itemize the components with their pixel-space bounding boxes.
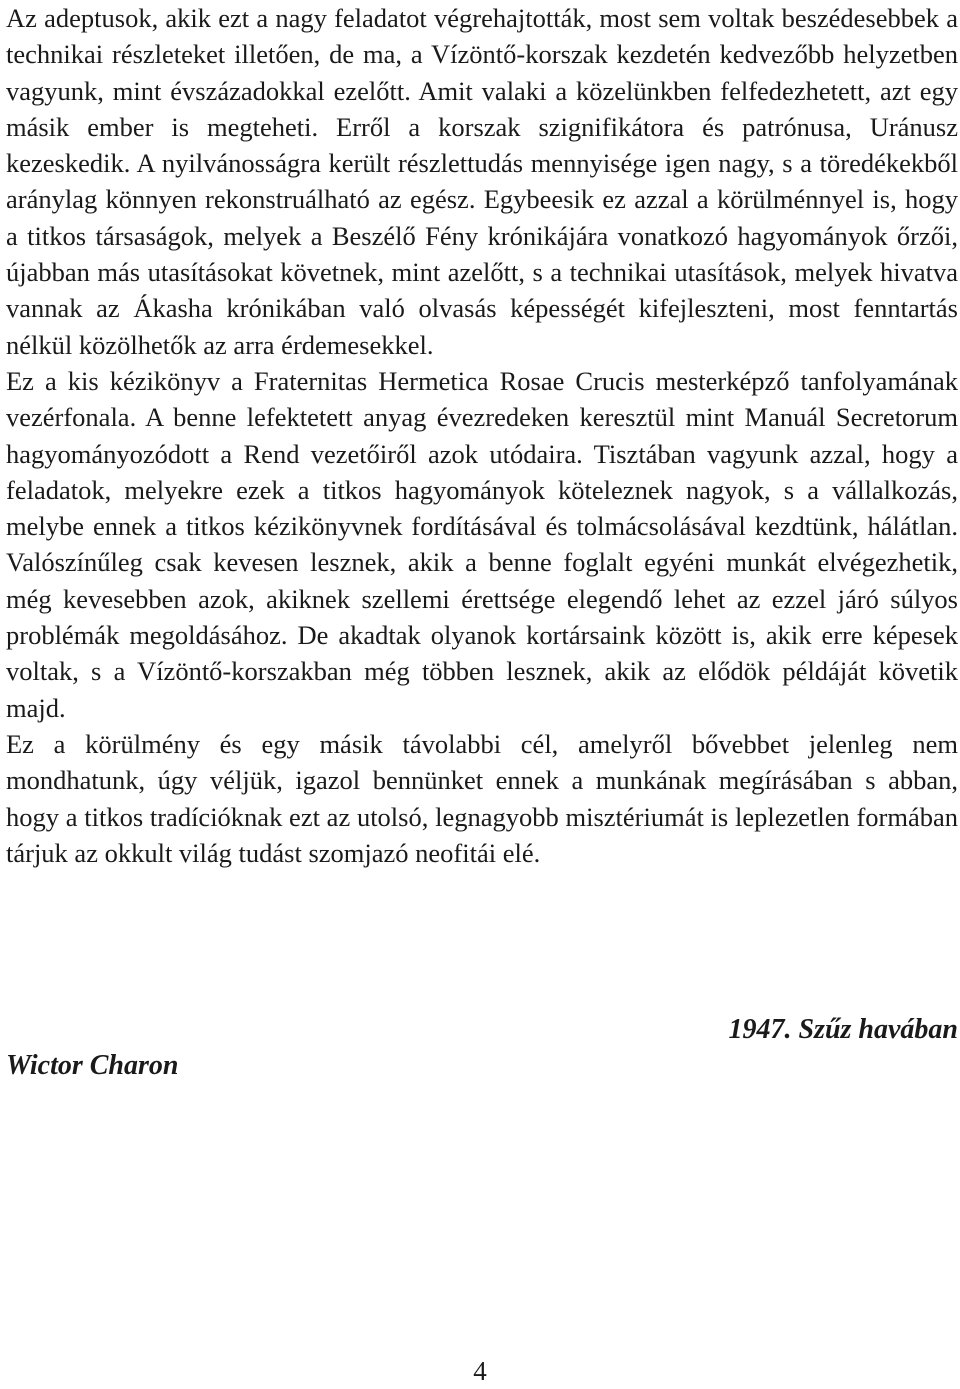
paragraph-1: Az adeptusok, akik ezt a nagy feladatot végrehajtották, most sem voltak beszédesebbek a technikai részleteket illetően, de ma, a Vízöntő-korszak kezdetén kedvezőbb helyzetben vagyunk, mint évszázadokkal ezelőtt. Amit valaki a közelünkben felfedezhetett, azt egy másik ember is megteheti. Erről a korszak szignifikátora és patrónusa, Uránusz kezeskedik. A nyilvánosságra került részlettudás mennyisége igen nagy, s a töredékekből aránylag könnyen rekonstruálható az egész. Egybeesik ez azzal a körülménnyel is, hogy a titkos társaságok, melyek a Beszélő Fény krónikájára vonatkozó hagyományok őrzői, újabban más utasításokat követnek, mint azelőtt, s a technikai utasítások, melyek hivatva vannak az Ákasha krónikában való olvasás képességét kifejleszteni, most fenntartás nélkül közölhetők az arra érdemesekkel. — [6, 3, 958, 360]
author-signature: Wictor Charon — [6, 1050, 179, 1081]
document-page — [6, 0, 958, 1081]
paragraph-2: Ez a kis kézikönyv a Fraternitas Hermetica Rosae Crucis mesterképző tanfolyamának vezérfonala. A benne lefektetett anyag évezredeken keresztül mint Manuál Secretorum hagyományozódott a Rend vezetőiről azok utódaira. Tisztában vagyunk azzal, hogy a feladatok, melyekre ezek a titkos hagyományok köteleznek nagyok, s a vállalkozás, melybe ennek a titkos kézikönyvnek fordításával és tolmácsolásával kezdtünk, hálátlan. Valószínűleg csak kevesen lesznek, akik a benne foglalt egyéni munkát elvégezhetik, még kevesebben azok, akiknek szellemi érettsége elegendő lehet az ezzel járó súlyos problémák megoldásához. De akadtak olyanok kortársaink között is, akik erre képesek voltak, s a Vízöntő-korszakban még többen lesznek, akik az elődök példáját követik majd. — [6, 365, 958, 723]
page-number: 4 — [473, 1356, 487, 1386]
paragraph-3: Ez a körülmény és egy másik távolabbi cél, amelyről bővebbet jelenleg nem mondhatunk, úgy véljük, igazol bennünket ennek a munkának megírásában s abban, hogy a titkos tradícióknak ezt az utolsó, legnagyobb misztériumát is leplezetlen formában tárjuk az okkult világ tudást szomjazó neofitái elé. — [6, 728, 958, 868]
date-line: 1947. Szűz havában — [728, 1014, 958, 1045]
